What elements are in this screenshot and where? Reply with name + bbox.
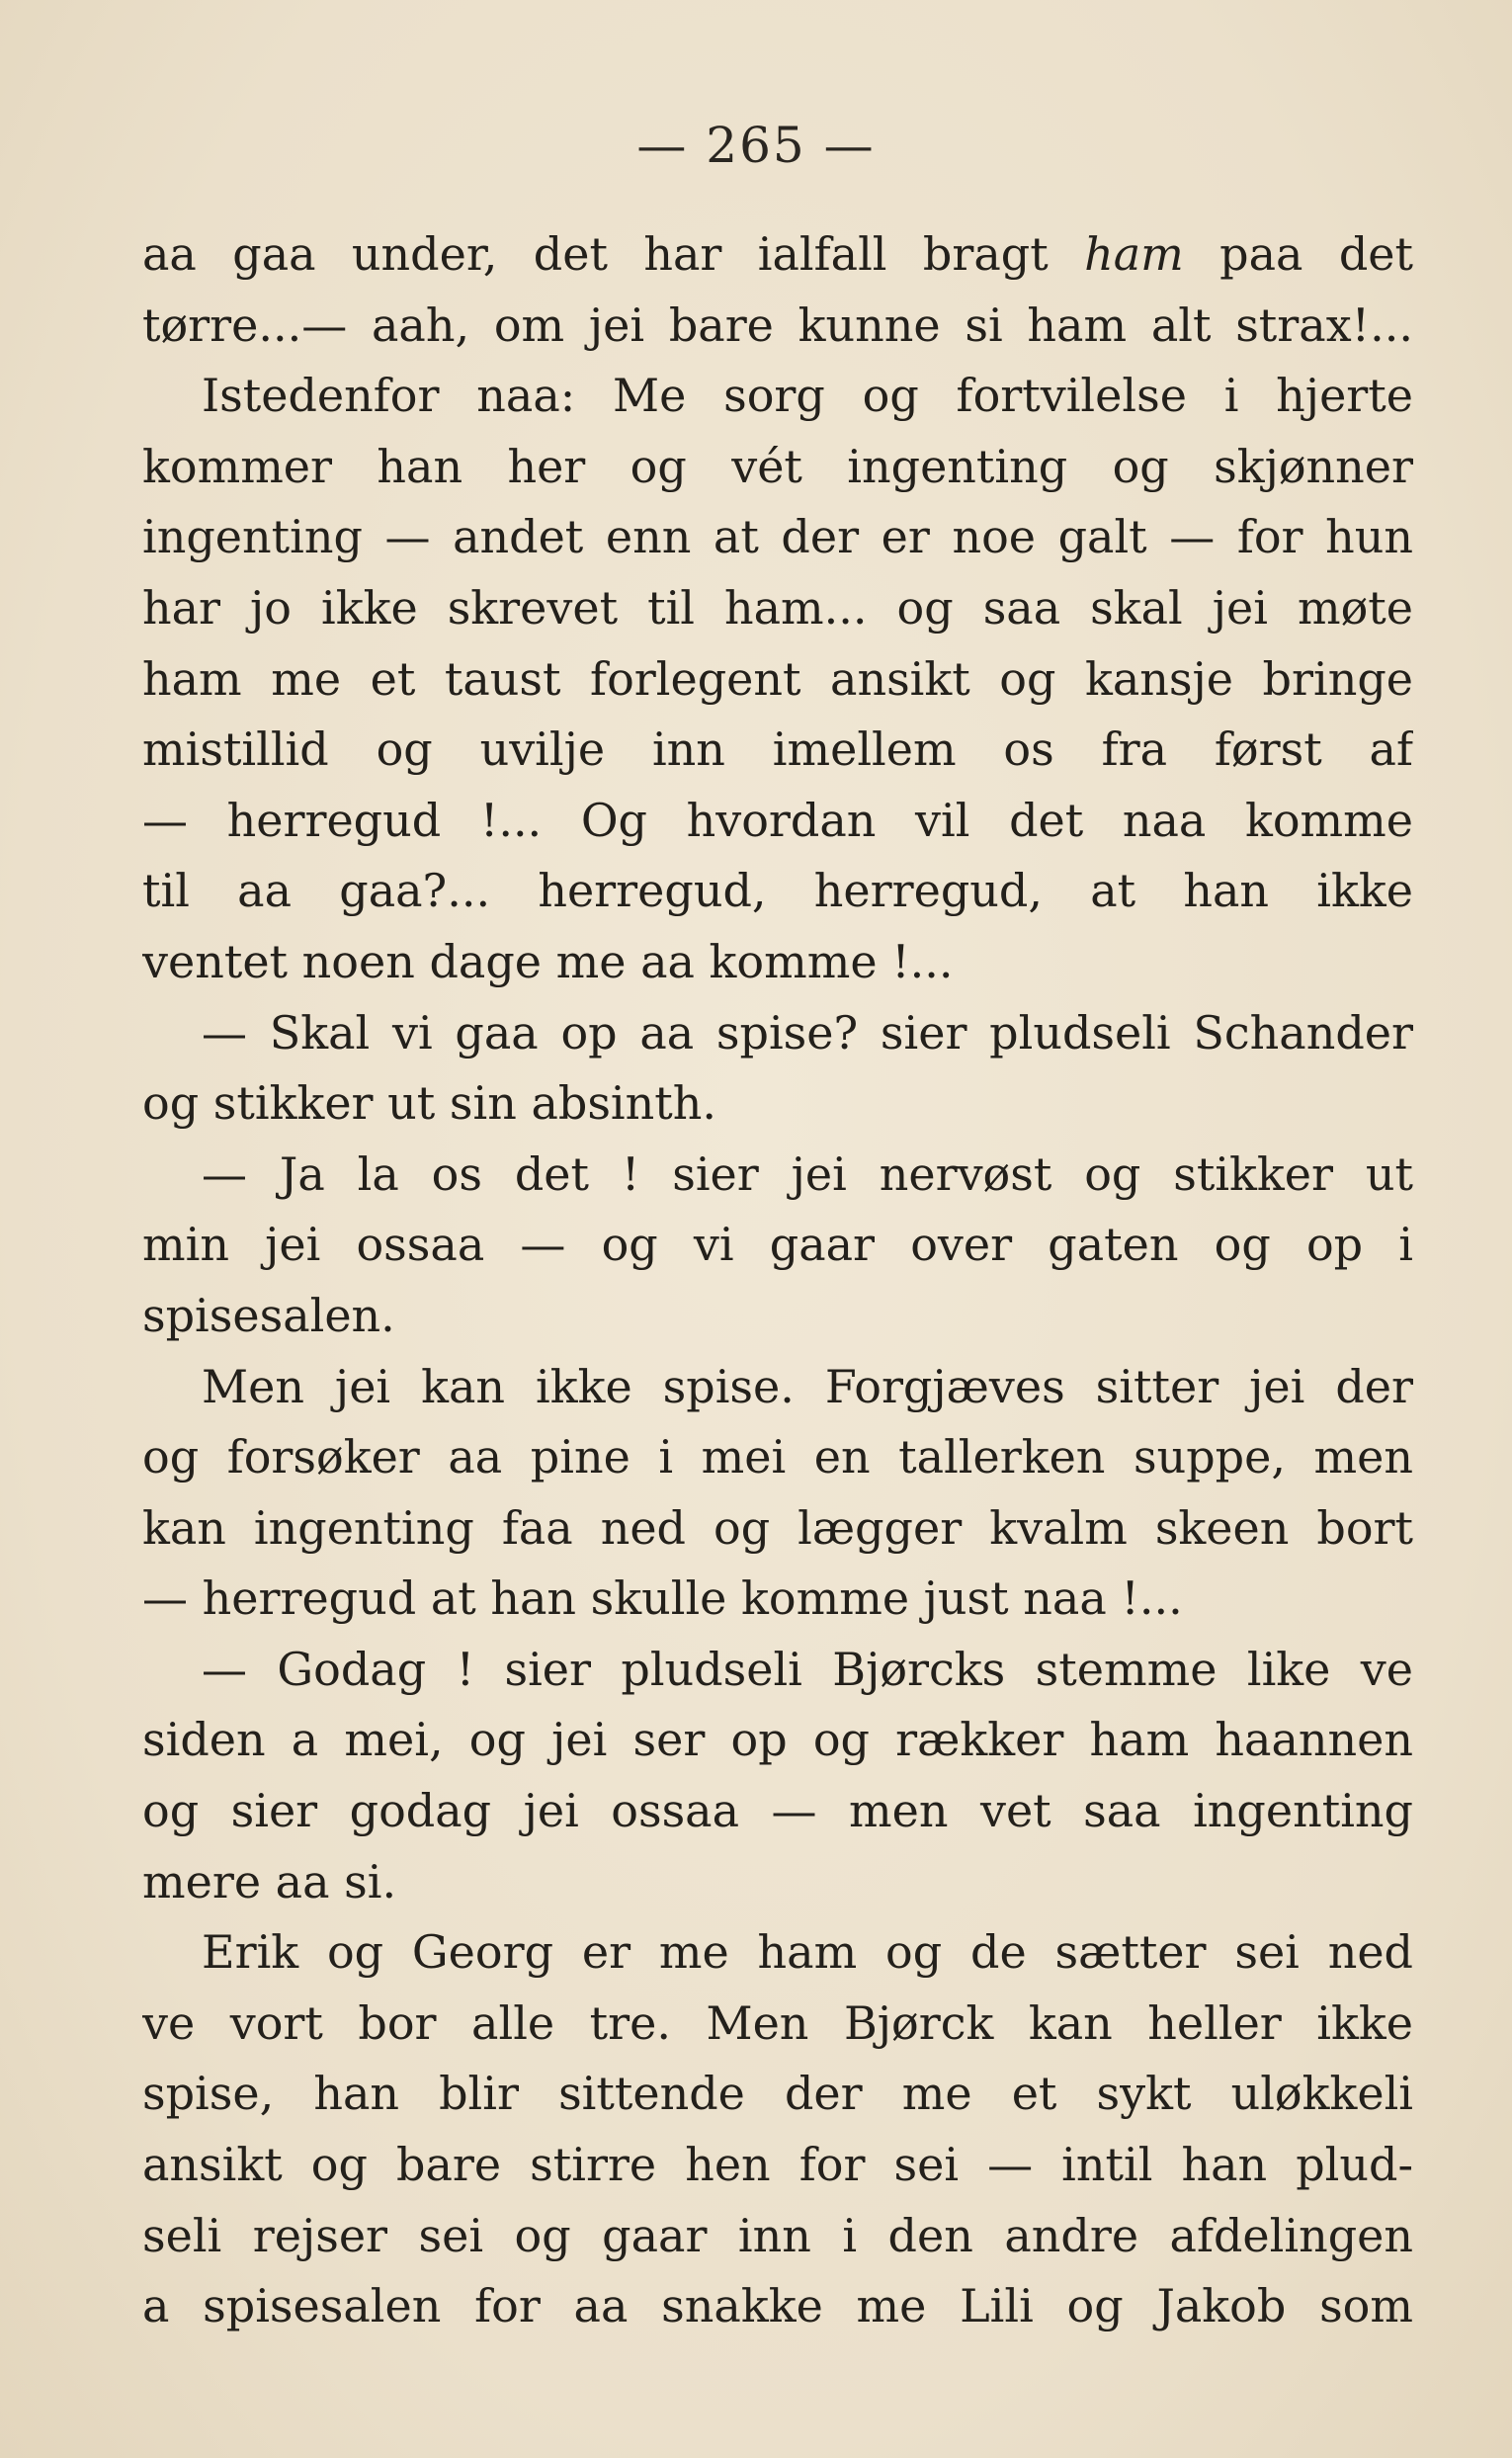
text-line — [142, 361, 1413, 432]
text-line — [142, 1422, 1413, 1493]
text-line — [142, 219, 1413, 291]
text-line — [142, 1705, 1413, 1776]
text-line — [142, 1776, 1413, 1847]
line-text: — herregud !... Og hvordan vil det naa komme — [142, 793, 1413, 847]
text-line — [142, 2201, 1413, 2272]
line-text: mere aa si. — [142, 1854, 397, 1908]
body-text — [142, 219, 1413, 2342]
line-text: mistillid og uvilje inn imellem os fra først af — [142, 722, 1413, 777]
text-line — [142, 432, 1413, 503]
line-text: ansikt og bare stirre hen for sei — intil han plud- — [142, 2138, 1413, 2192]
text-line — [142, 1989, 1413, 2060]
text-line — [142, 1210, 1413, 1281]
line-text: og stikker ut sin absinth. — [142, 1076, 716, 1131]
line-text: — Ja la os det ! sier jei nervøst og stikker ut — [202, 1146, 1413, 1201]
text-line — [142, 1917, 1413, 1989]
line-text: tørre...— aah, om jei bare kunne si ham alt strax!... — [142, 297, 1413, 352]
text-line — [142, 1635, 1413, 1706]
line-text: min jei ossaa — og vi gaar over gaten og op i — [142, 1218, 1413, 1272]
line-text: og forsøker aa pine i mei en tallerken suppe, men — [142, 1430, 1413, 1484]
line-text: a spisesalen for aa snakke me Lili og Jakob som — [142, 2279, 1413, 2333]
page-number: — 265 — — [636, 117, 876, 174]
line-text: ventet noen dage me aa komme !... — [142, 934, 954, 988]
text-line — [142, 573, 1413, 644]
text-line — [142, 786, 1413, 857]
line-text: spisesalen. — [142, 1288, 395, 1342]
line-text: kommer han her og vét ingenting og skjønner — [142, 439, 1413, 493]
line-text: — Skal vi gaa op aa spise? sier pludseli Schander — [202, 1005, 1413, 1059]
line-text-after: paa det — [1183, 227, 1413, 281]
line-text: har jo ikke skrevet til ham... og saa skal jei møte — [142, 580, 1413, 635]
text-line — [142, 2059, 1413, 2130]
text-line — [142, 998, 1413, 1069]
line-text: til aa gaa?... herregud, herregud, at han ikke — [142, 864, 1413, 918]
text-line — [142, 291, 1413, 362]
text-line — [142, 1068, 1413, 1140]
line-text: ham me et taust forlegent ansikt og kansje bringe — [142, 651, 1413, 706]
line-text: — herregud at han skulle komme just naa !... — [142, 1571, 1183, 1626]
italic-word: ham — [1084, 227, 1184, 281]
text-line — [142, 856, 1413, 927]
text-line — [142, 715, 1413, 786]
text-line — [142, 502, 1413, 573]
line-text: Erik og Georg er me ham og de sætter sei ned — [202, 1925, 1413, 1980]
text-line — [142, 1352, 1413, 1423]
line-text: ve vort bor alle tre. Men Bjørck kan heller ikke — [142, 1995, 1413, 2050]
line-text: spise, han blir sittende der me et sykt uløkkeli — [142, 2067, 1413, 2121]
text-line — [142, 2271, 1413, 2342]
text-line — [142, 1281, 1413, 1352]
text-line — [142, 1847, 1413, 1918]
text-line — [142, 1140, 1413, 1211]
text-line — [142, 927, 1413, 998]
line-text: — Godag ! sier pludseli Bjørcks stemme like ve — [202, 1642, 1413, 1696]
line-text: ingenting — andet enn at der er noe galt — for hun — [142, 510, 1413, 564]
text-line — [142, 1564, 1413, 1635]
line-text: aa gaa under, det har ialfall bragt — [142, 227, 1085, 281]
line-text: siden a mei, og jei ser op og rækker ham haannen — [142, 1713, 1413, 1767]
line-text: Men jei kan ikke spise. Forgjæves sitter jei der — [202, 1359, 1413, 1413]
line-text: og sier godag jei ossaa — men vet saa ingenting — [142, 1784, 1413, 1838]
line-text: Istedenfor naa: Me sorg og fortvilelse i hjerte — [202, 369, 1413, 423]
line-text: kan ingenting faa ned og lægger kvalm skeen bort — [142, 1500, 1413, 1555]
text-line — [142, 2130, 1413, 2201]
text-line — [142, 644, 1413, 716]
line-text: seli rejser sei og gaar inn i den andre afdelingen — [142, 2208, 1413, 2262]
text-line — [142, 1493, 1413, 1565]
